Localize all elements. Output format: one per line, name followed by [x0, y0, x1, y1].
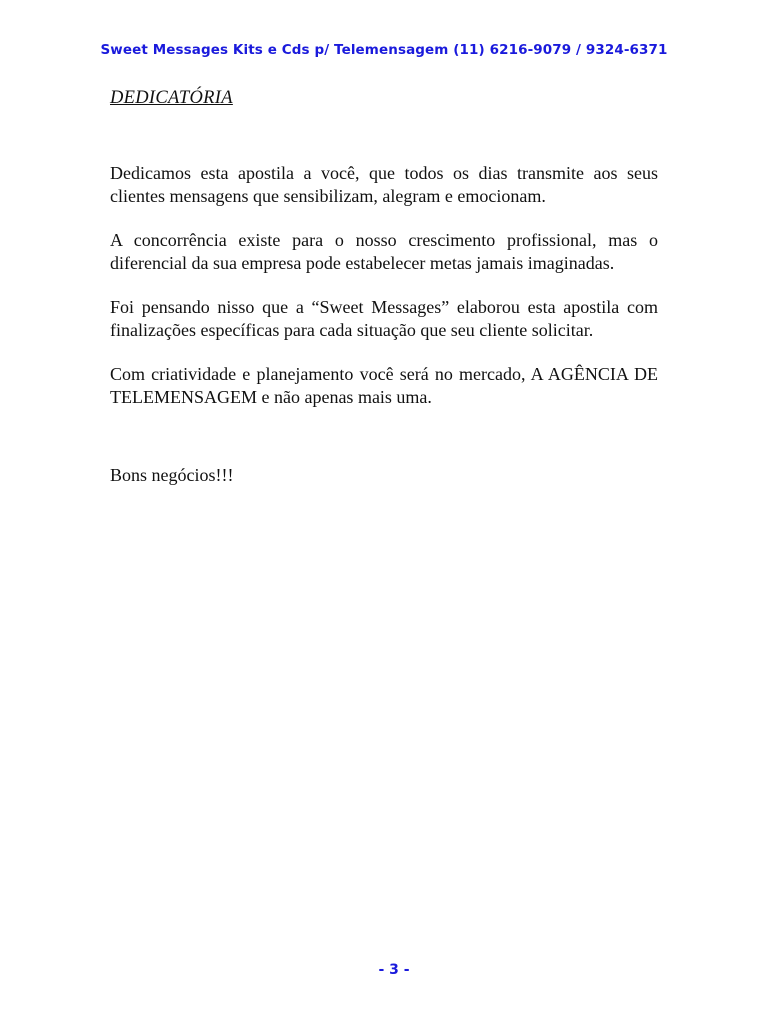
paragraph-competition: A concorrência existe para o nosso crescimento profissional, mas o diferencial da sua empresa pode estabelecer metas jamais imaginadas. [110, 230, 658, 273]
document-body [110, 86, 658, 487]
page-number: - 3 - [378, 962, 410, 978]
document-title: DEDICATÓRIA [110, 88, 233, 108]
paragraph-sweet-messages: Foi pensando nisso que a “Sweet Messages” elaborou esta apostila com finalizações específicas para cada situação que seu cliente solicitar. [110, 297, 658, 340]
page-header: Sweet Messages Kits e Cds p/ Telemensagem (11) 6216-9079 / 9324-6371 [100, 42, 668, 58]
paragraph-dedication: Dedicamos esta apostila a você, que todos os dias transmite aos seus clientes mensagens que sensibilizam, alegram e emocionam. [110, 163, 658, 206]
closing-line: Bons negócios!!! [110, 465, 234, 485]
paragraph-creativity: Com criatividade e planejamento você será no mercado, A AGÊNCIA DE TELEMENSAGEM e não apenas mais uma. [110, 364, 658, 407]
